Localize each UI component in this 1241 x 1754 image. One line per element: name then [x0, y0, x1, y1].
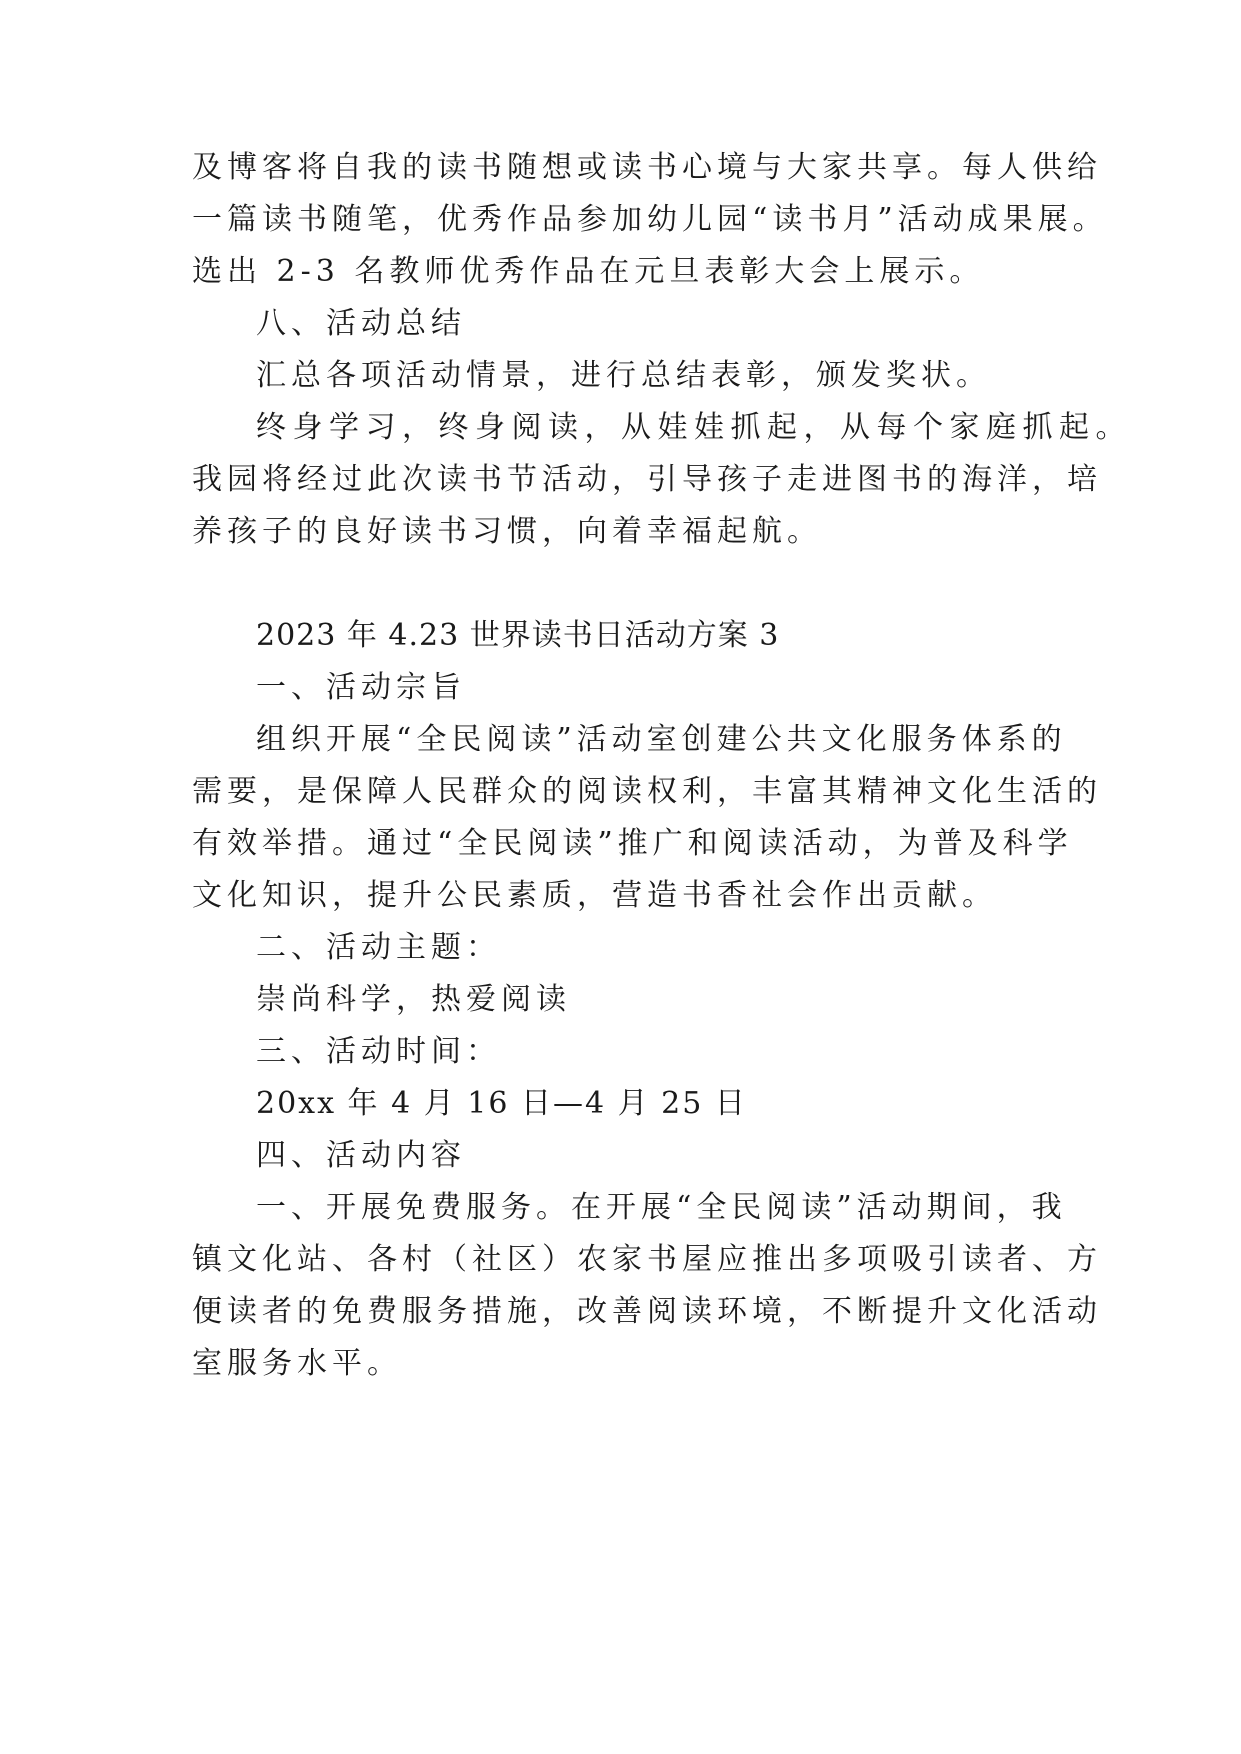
paragraph-line: 一篇读书随笔，优秀作品参加幼儿园“读书月”活动成果展。 [192, 202, 1108, 237]
section-heading: 三、活动时间： [256, 1034, 501, 1069]
paragraph-line: 我园将经过此次读书节活动，引导孩子走进图书的海洋，培 [192, 462, 1102, 497]
document-title: 2023 年 4.23 世界读书日活动方案 3 [256, 618, 780, 653]
paragraph-line: 汇总各项活动情景，进行总结表彰，颁发奖状。 [256, 358, 991, 393]
paragraph-line: 有效举措。通过“全民阅读”推广和阅读活动，为普及科学 [192, 826, 1073, 861]
section-heading: 一、活动宗旨 [256, 670, 466, 705]
paragraph-line: 文化知识，提升公民素质，营造书香社会作出贡献。 [192, 878, 997, 913]
section-heading: 四、活动内容 [256, 1138, 466, 1173]
section-heading: 八、活动总结 [256, 306, 466, 341]
paragraph-line: 一、开展免费服务。在开展“全民阅读”活动期间，我 [256, 1190, 1067, 1225]
paragraph-line: 崇尚科学，热爱阅读 [256, 982, 571, 1017]
paragraph-line: 养孩子的良好读书习惯，向着幸福起航。 [192, 514, 822, 549]
section-heading: 二、活动主题： [256, 930, 501, 965]
paragraph-line: 便读者的免费服务措施，改善阅读环境，不断提升文化活动 [192, 1294, 1102, 1329]
paragraph-line: 及博客将自我的读书随想或读书心境与大家共享。每人供给 [192, 150, 1102, 185]
paragraph-line: 20xx 年 4 月 16 日—4 月 25 日 [256, 1086, 747, 1121]
paragraph-line: 镇文化站、各村（社区）农家书屋应推出多项吸引读者、方 [192, 1242, 1102, 1277]
paragraph-line: 终身学习，终身阅读，从娃娃抓起，从每个家庭抓起。 [256, 410, 1132, 445]
paragraph-line: 组织开展“全民阅读”活动室创建公共文化服务体系的 [256, 722, 1067, 757]
paragraph-line: 选出 2-3 名教师优秀作品在元旦表彰大会上展示。 [192, 254, 985, 289]
paragraph-line: 室服务水平。 [192, 1346, 402, 1381]
paragraph-line: 需要，是保障人民群众的阅读权利，丰富其精神文化生活的 [192, 774, 1102, 809]
